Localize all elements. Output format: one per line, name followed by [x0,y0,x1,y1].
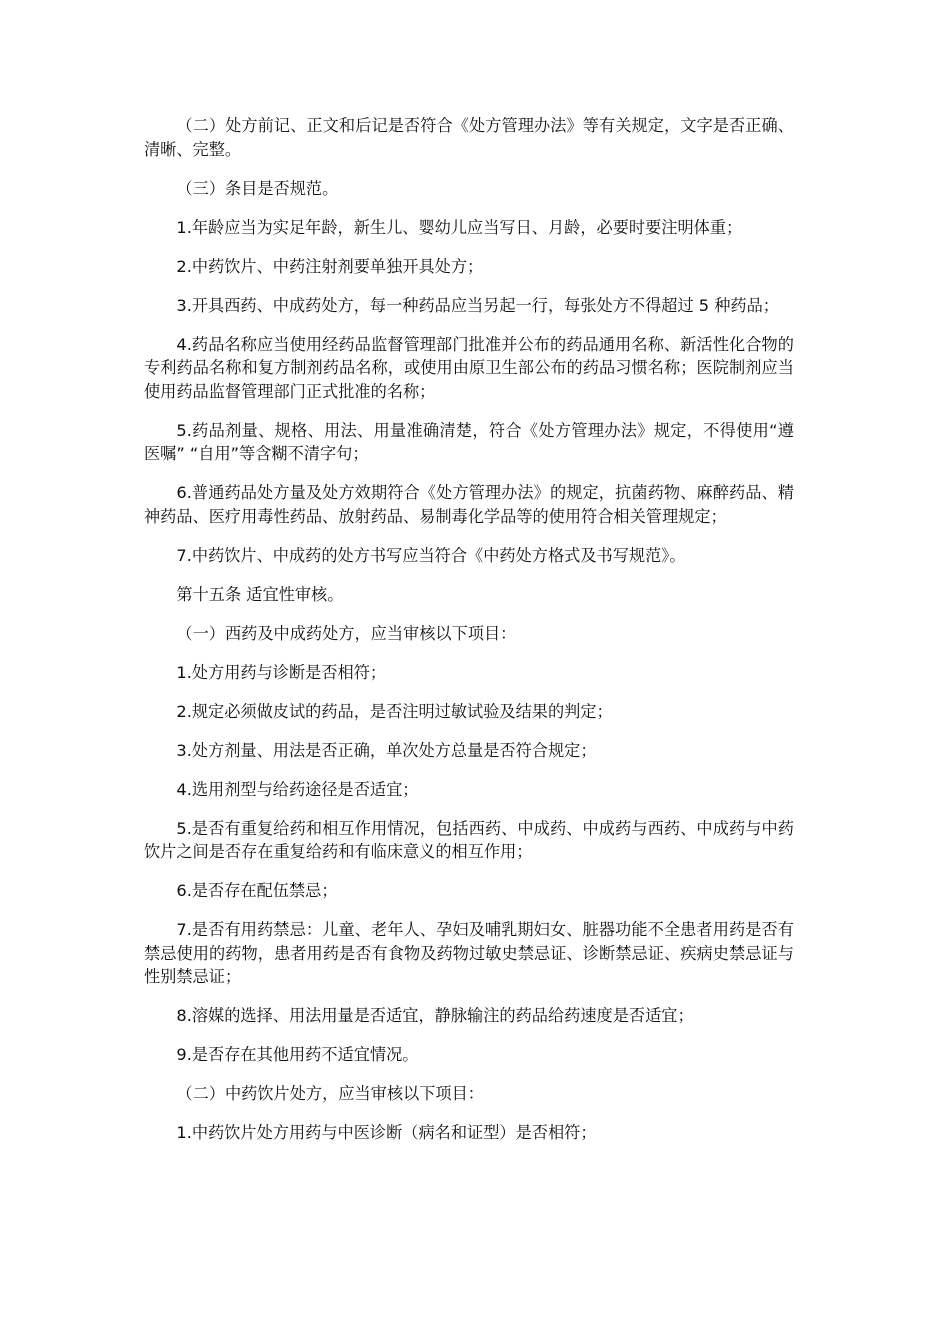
paragraph-dosage-clear: 5.药品剂量、规格、用法、用量准确清楚，符合《处方管理办法》规定，不得使用“遵医嘱” “自用”等含糊不清字句； [144,420,794,463]
paragraph-western-review: （一）西药及中成药处方，应当审核以下项目： [176,623,517,643]
paragraph-tcm-diagnosis-match: 1.中药饮片处方用药与中医诊断（病名和证型）是否相符； [176,1123,597,1142]
paragraph-tcm-review: （二）中药饮片处方，应当审核以下项目： [176,1084,484,1103]
paragraph-diagnosis-match: 1.处方用药与诊断是否相符； [176,662,387,682]
paragraph-other-inappropriate: 9.是否存在其他用药不适宜情况。 [176,1045,419,1064]
paragraph-prescription-parts: （二）处方前记、正文和后记是否符合《处方管理办法》等有关规定，文字是否正确、清晰、完整。 [144,116,794,159]
paragraph-solvent: 8.溶媒的选择、用法用量是否适宜，静脉输注的药品给药速度是否适宜； [176,1006,694,1025]
paragraph-items-standard: （三）条目是否规范。 [176,178,339,198]
paragraph-drug-names: 4.药品名称应当使用经药品监督管理部门批准并公布的药品通用名称、新活性化合物的专利药品名称和复方制剂药品名称，或使用由原卫生部公布的药品习惯名称；医院制剂应当使用药品监督管理部门正式批准的名称； [144,334,794,401]
paragraph-incompatibility: 6.是否存在配伍禁忌； [176,881,338,900]
paragraph-skin-test: 2.规定必须做皮试的药品，是否注明过敏试验及结果的判定； [176,701,613,721]
paragraph-one-drug-per-line: 3.开具西药、中成药处方，每一种药品应当另起一行，每张处方不得超过 5 种药品； [176,295,779,315]
paragraph-dosage-form: 4.选用剂型与给药途径是否适宜； [176,779,419,799]
paragraph-dosage-correct: 3.处方剂量、用法是否正确，单次处方总量是否符合规定； [176,740,597,760]
paragraph-age: 1.年龄应当为实足年龄，新生儿、婴幼儿应当写日、月龄，必要时要注明体重； [176,217,743,237]
paragraph-article-15: 第十五条 适宜性审核。 [176,584,344,604]
paragraph-tcm-separate: 2.中药饮片、中药注射剂要单独开具处方； [176,256,484,276]
paragraph-tcm-format: 7.中药饮片、中成药的处方书写应当符合《中药处方格式及书写规范》。 [176,545,686,565]
document-page [144,114,794,1160]
paragraph-duplicate-interaction: 5.是否有重复给药和相互作用情况，包括西药、中成药、中成药与西药、中成药与中药饮片之间是否存在重复给药和有临床意义的相互作用； [144,818,794,861]
paragraph-contraindications: 7.是否有用药禁忌：儿童、老年人、孕妇及哺乳期妇女、脏器功能不全患者用药是否有禁忌使用的药物，患者用药是否有食物及药物过敏史禁忌证、诊断禁忌证、疾病史禁忌证与性别禁忌证； [144,920,794,986]
paragraph-prescription-quantity: 6.普通药品处方量及处方效期符合《处方管理办法》的规定，抗菌药物、麻醉药品、精神药品、医疗用毒性药品、放射药品、易制毒化学品等的使用符合相关管理规定； [144,483,794,526]
